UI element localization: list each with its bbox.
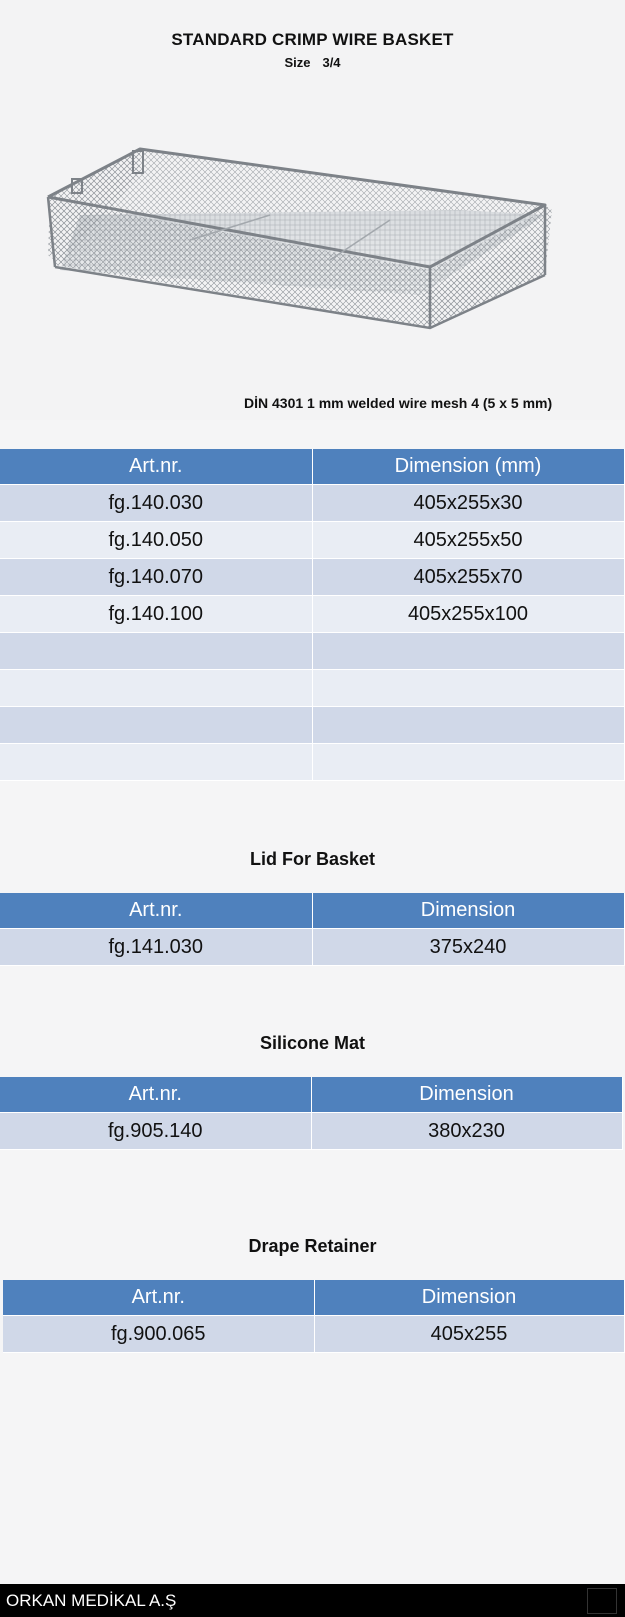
header-dimension: Dimension: [311, 1077, 622, 1113]
material-spec: DİN 4301 1 mm welded wire mesh 4 (5 x 5 mm): [244, 395, 553, 411]
table-row: [0, 929, 624, 966]
empty-row: [0, 670, 624, 707]
dimension-cell: 405x255x100: [312, 596, 624, 633]
table-header-row: [0, 893, 624, 929]
header-dimension: Dimension: [312, 893, 624, 929]
art-nr-cell: fg.905.140: [0, 1113, 311, 1150]
table-header-row: [0, 449, 624, 485]
table-row: [0, 522, 624, 559]
header-art-nr: Art.nr.: [0, 893, 312, 929]
mat-table: [0, 1077, 623, 1150]
empty-cell: [0, 707, 312, 744]
empty-cell: [0, 670, 312, 707]
header-art-nr: Art.nr.: [3, 1280, 314, 1316]
dimension-cell: 380x230: [311, 1113, 622, 1150]
table-row: [0, 596, 624, 633]
empty-cell: [0, 633, 312, 670]
size-label: Size: [284, 55, 311, 70]
footer-bar: [0, 1584, 625, 1617]
table-row: [3, 1316, 624, 1353]
table-row: [0, 485, 624, 522]
table-header-row: [3, 1280, 624, 1316]
art-nr-cell: fg.141.030: [0, 929, 312, 966]
lid-title: Lid For Basket: [249, 849, 376, 869]
empty-cell: [0, 744, 312, 781]
size-value: 3/4: [322, 55, 341, 70]
empty-cell: [312, 744, 624, 781]
table-row: [0, 559, 624, 596]
product-hero: [0, 0, 625, 420]
art-nr-cell: fg.140.030: [0, 485, 312, 522]
empty-cell: [312, 707, 624, 744]
header-art-nr: Art.nr.: [0, 1077, 311, 1113]
empty-row: [0, 633, 624, 670]
drape-title: Drape Retainer: [248, 1236, 377, 1256]
header-art-nr: Art.nr.: [0, 449, 312, 485]
table-header-row: [0, 1077, 622, 1113]
dimension-cell: 405x255x70: [312, 559, 624, 596]
product-title: STANDARD CRIMP WIRE BASKET: [171, 30, 454, 49]
product-size: [0, 55, 625, 70]
art-nr-cell: fg.140.070: [0, 559, 312, 596]
table-row: [0, 1113, 622, 1150]
header-dimension: Dimension (mm): [312, 449, 624, 485]
art-nr-cell: fg.140.100: [0, 596, 312, 633]
basket-table: [0, 449, 625, 781]
empty-row: [0, 707, 624, 744]
dimension-cell: 405x255x50: [312, 522, 624, 559]
wire-basket-image: [40, 145, 570, 345]
empty-cell: [312, 633, 624, 670]
empty-row: [0, 744, 624, 781]
header-dimension: Dimension: [314, 1280, 624, 1316]
mat-title: Silicone Mat: [259, 1033, 366, 1053]
lid-table: [0, 893, 625, 966]
drape-table: [3, 1280, 625, 1353]
footer-box: [587, 1588, 617, 1614]
art-nr-cell: fg.140.050: [0, 522, 312, 559]
art-nr-cell: fg.900.065: [3, 1316, 314, 1353]
company-name: ORKAN MEDİKAL A.Ş: [6, 1591, 177, 1610]
empty-cell: [312, 670, 624, 707]
dimension-cell: 375x240: [312, 929, 624, 966]
dimension-cell: 405x255: [314, 1316, 624, 1353]
dimension-cell: 405x255x30: [312, 485, 624, 522]
